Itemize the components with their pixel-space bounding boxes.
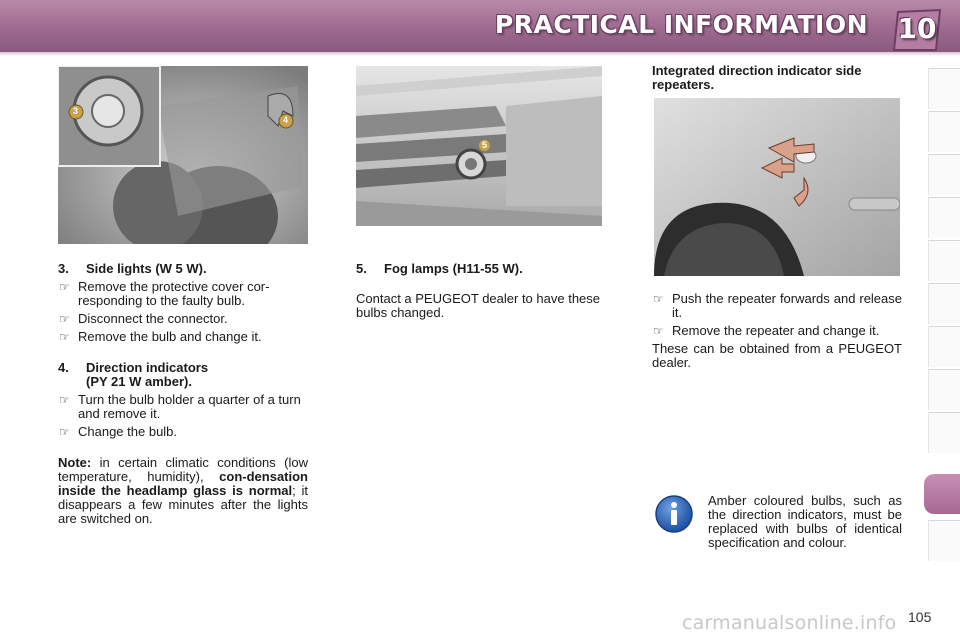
callout-4: 4: [283, 115, 289, 125]
bullet-text: Disconnect the connector.: [78, 311, 228, 326]
chapter-tab[interactable]: [928, 520, 960, 561]
section-title: Side lights (W 5 W).: [86, 261, 207, 276]
watermark: carmanualsonline.info: [682, 612, 897, 634]
repeater-instructions: [652, 292, 902, 370]
pointing-hand-icon: ☞: [59, 280, 70, 294]
note-label: Note:: [58, 455, 92, 470]
chapter-number: 10: [897, 12, 937, 45]
bullet-text: Remove the bulb and change it.: [78, 329, 262, 344]
dealer-text: These can be obtained from a PEUGEOT dealer.: [652, 341, 902, 370]
chapter-tab[interactable]: [928, 111, 960, 152]
chapter-tabs: [928, 68, 960, 578]
column-side-lights: [58, 262, 308, 526]
pointing-hand-icon: ☞: [59, 330, 70, 344]
bullet-item: [58, 280, 308, 308]
bullet-item: [652, 292, 902, 320]
bullet-item: [58, 312, 308, 326]
bullet-item: [58, 330, 308, 344]
page-title: PRACTICAL INFORMATION: [494, 10, 868, 39]
bullet-item: [58, 425, 308, 439]
note-emphasis: con-densation inside the headlamp glass is normal: [58, 469, 308, 498]
section-subtitle: (PY 21 W amber).: [86, 374, 192, 389]
info-icon: [654, 494, 698, 538]
chapter-badge: [892, 8, 942, 52]
chapter-tab[interactable]: [928, 240, 960, 281]
section-5-heading: [356, 262, 606, 276]
section-title: Fog lamps (H11-55 W).: [384, 261, 523, 276]
bullet-text: Remove the repeater and change it.: [672, 323, 880, 338]
column-fog-lamps: [356, 262, 606, 320]
chapter-tab[interactable]: [928, 154, 960, 195]
bullet-text: Turn the bulb holder a quarter of a turn and remove it.: [78, 392, 301, 421]
note-paragraph: [58, 456, 308, 526]
callout-3: 3: [73, 106, 79, 116]
column-side-repeaters: [652, 64, 902, 92]
pointing-hand-icon: ☞: [653, 324, 664, 338]
pointing-hand-icon: ☞: [59, 312, 70, 326]
section-number: 3.: [58, 261, 69, 276]
info-note: [652, 494, 902, 550]
section-number: 5.: [356, 261, 367, 276]
callout-5: 5: [479, 140, 490, 151]
section-3-heading: [58, 262, 308, 276]
headlamp-photo: [58, 66, 308, 244]
fog-lamp-text: Contact a PEUGEOT dealer to have these bulbs changed.: [356, 291, 601, 320]
note-text: in certain climatic conditions (low temperature, humidity),: [58, 455, 308, 484]
info-text: Amber coloured bulbs, such as the direction indicators, must be replaced with bulbs of identical specification and colour.: [708, 493, 902, 550]
section-title: Integrated direction indicator side repeaters.: [652, 63, 862, 92]
chapter-tab[interactable]: [928, 283, 960, 324]
bullet-item: [652, 324, 902, 338]
chapter-tab[interactable]: [928, 68, 960, 109]
section-title: Direction indicators: [86, 360, 209, 375]
chapter-tab-active[interactable]: [924, 474, 960, 514]
chapter-tab[interactable]: [928, 197, 960, 238]
page-header: [0, 0, 960, 52]
pointing-hand-icon: ☞: [59, 393, 70, 407]
chapter-tab[interactable]: [928, 412, 960, 453]
bullet-text: Change the bulb.: [78, 424, 178, 439]
chapter-tab[interactable]: [928, 369, 960, 410]
side-repeater-photo: [654, 98, 900, 276]
bullet-text: Remove the protective cover cor-responding to the faulty bulb.: [78, 279, 270, 308]
chapter-tab[interactable]: [928, 326, 960, 367]
section-4-heading: [58, 361, 308, 389]
pointing-hand-icon: ☞: [59, 425, 70, 439]
section-number: 4.: [58, 360, 69, 375]
note-text: ; it disappears a few minutes after the lights are switched on.: [58, 483, 308, 526]
bullet-item: [58, 393, 308, 421]
page-number: 105: [908, 609, 932, 625]
pointing-hand-icon: ☞: [653, 292, 664, 306]
bullet-text: Push the repeater forwards and release it.: [672, 291, 902, 320]
